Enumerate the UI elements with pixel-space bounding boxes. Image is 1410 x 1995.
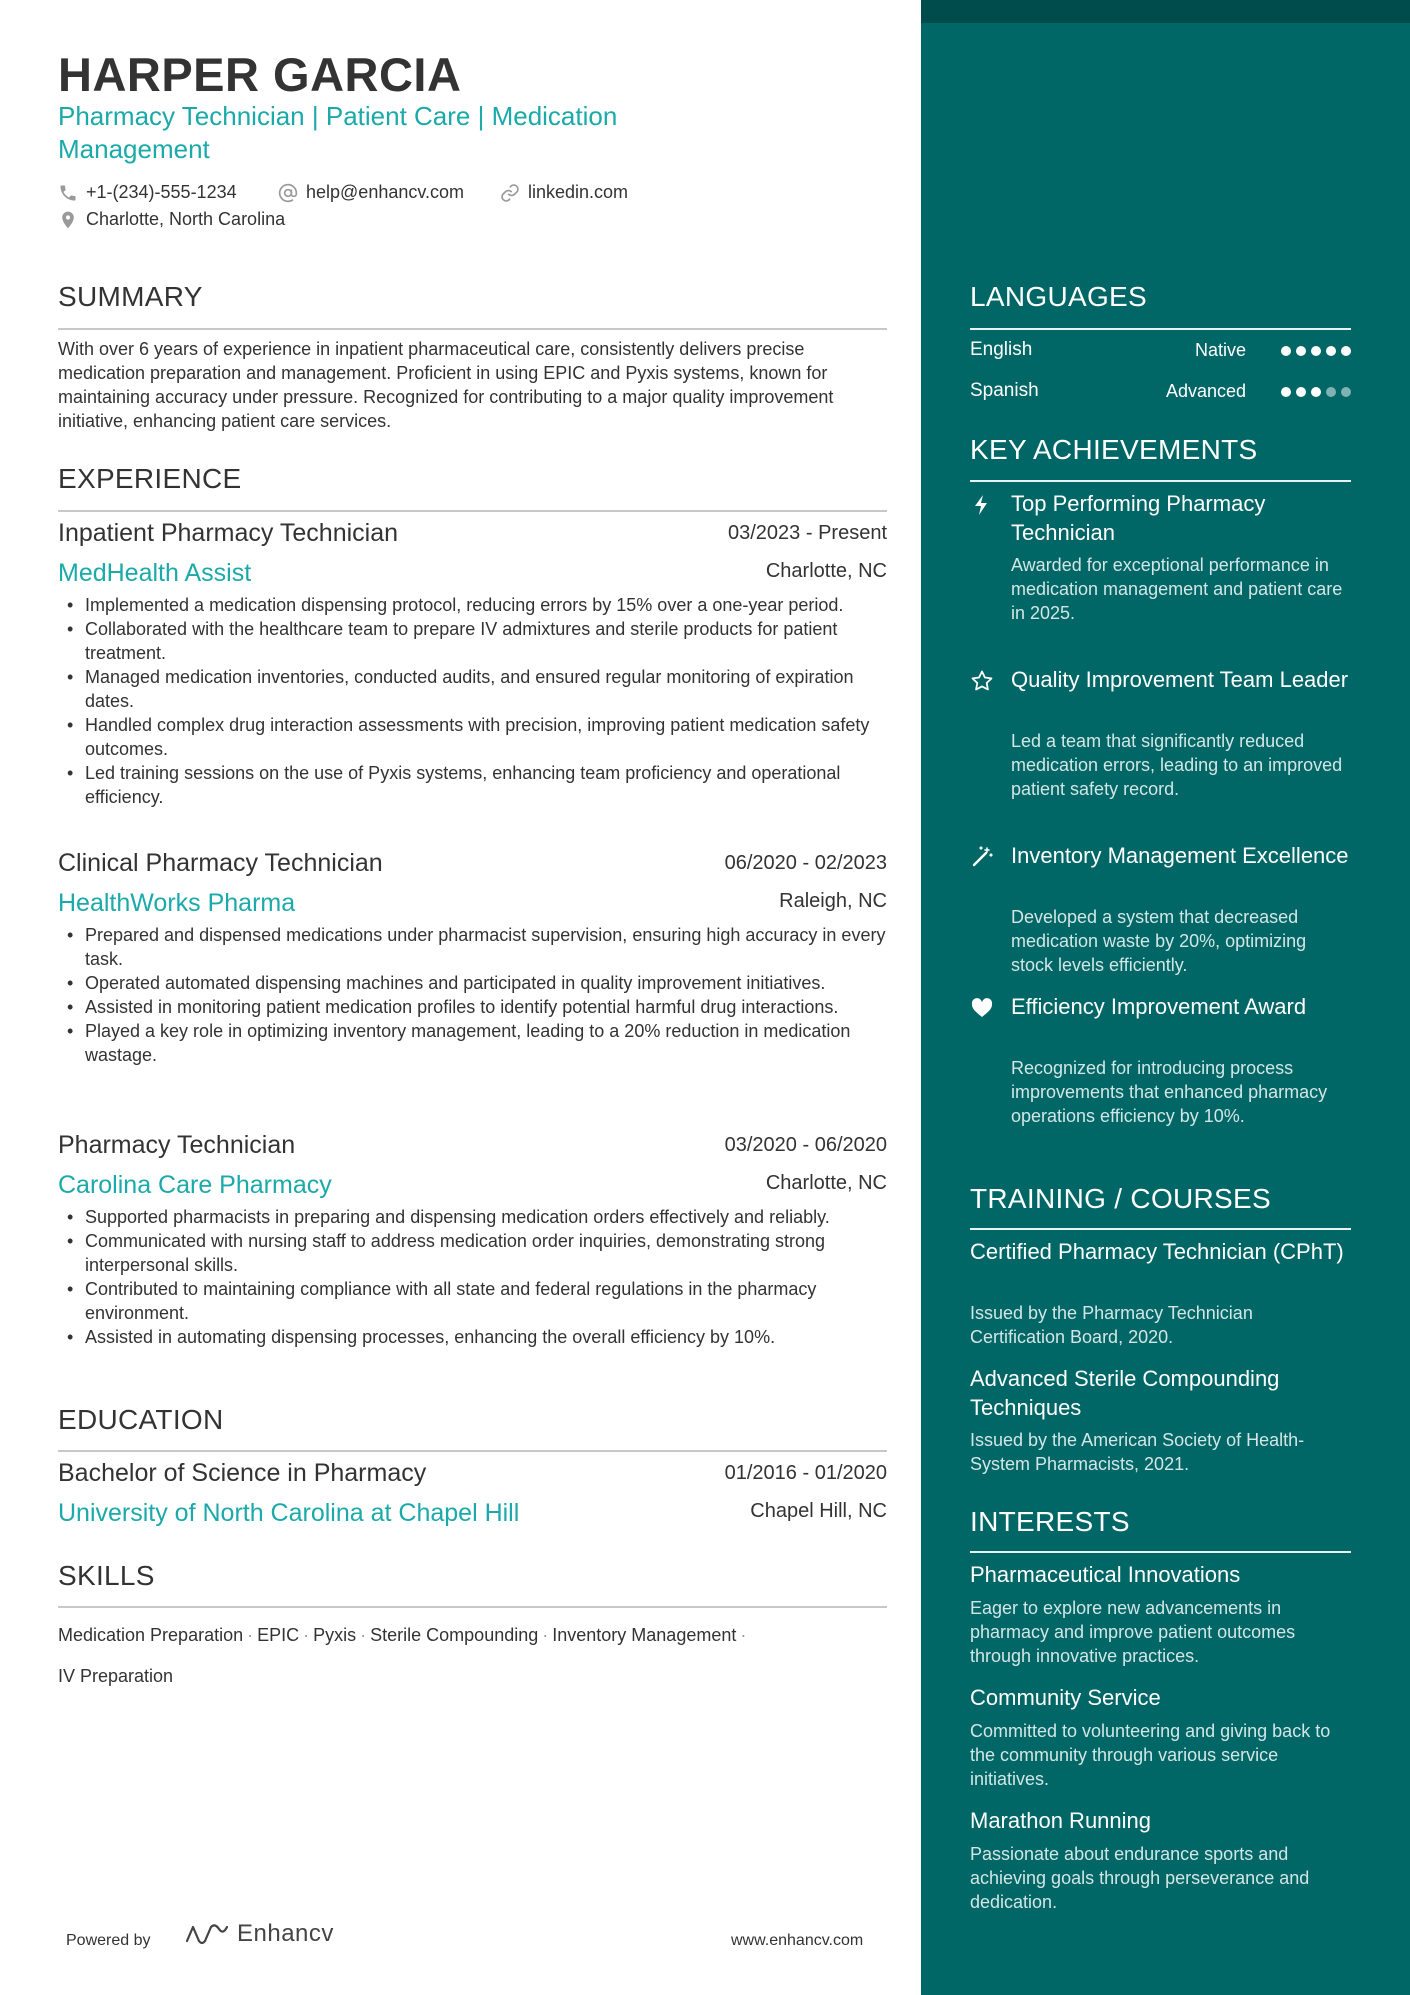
skill-item: Medication Preparation <box>58 1625 244 1645</box>
language-name: Spanish <box>970 380 1039 401</box>
rating-dot-filled <box>1311 346 1321 356</box>
interest-title: Pharmaceutical Innovations <box>970 1562 1241 1587</box>
job-location: Raleigh, NC <box>779 890 887 912</box>
languages-heading: LANGUAGES <box>970 281 1147 312</box>
contact-location-text: Charlotte, North Carolina <box>86 209 286 229</box>
rating-dot-filled <box>1326 346 1336 356</box>
education-school: University of North Carolina at Chapel Hill <box>58 1499 520 1527</box>
link-icon <box>500 183 520 203</box>
job-entry <box>58 519 887 834</box>
language-level: Advanced <box>1165 381 1246 401</box>
contact-email[interactable] <box>278 182 464 203</box>
heart-icon <box>970 996 994 1020</box>
contact-phone[interactable] <box>58 182 237 203</box>
footer-powered-by: Powered by <box>66 1932 151 1949</box>
skill-item: Inventory Management <box>552 1625 737 1645</box>
interest-title: Marathon Running <box>970 1808 1152 1833</box>
job-bullets <box>58 923 887 1067</box>
footer-url[interactable]: www.enhancv.com <box>731 1932 864 1949</box>
skill-item: EPIC <box>257 1625 300 1645</box>
skills-divider <box>58 1606 887 1608</box>
experience-divider <box>58 510 887 512</box>
achievements-divider <box>970 480 1351 482</box>
language-name: English <box>970 339 1033 360</box>
skill-item: IV Preparation <box>58 1666 174 1686</box>
job-title: Inpatient Pharmacy Technician <box>58 519 399 547</box>
achievement-title: Top Performing Pharmacy Technician <box>1011 491 1266 545</box>
lightning-bolt-icon <box>970 493 994 517</box>
job-dates: 06/2020 - 02/2023 <box>724 852 887 874</box>
at-sign-icon <box>278 183 298 203</box>
job-bullet: • Played a key role in optimizing inventory management, leading to a 20% reduction in medication wastage. <box>85 1019 887 1067</box>
training-heading: TRAINING / COURSES <box>970 1183 1271 1214</box>
job-bullet: • Implemented a medication dispensing protocol, reducing errors by 15% over a one-year period. <box>85 593 887 617</box>
job-bullet: • Handled complex drug interaction assessments with precision, improving patient medication safety outcomes. <box>85 713 887 761</box>
rating-dot-empty <box>1341 387 1351 397</box>
interest-title: Community Service <box>970 1685 1161 1710</box>
candidate-name: HARPER GARCIA <box>58 48 462 101</box>
training-divider <box>970 1228 1351 1230</box>
education-divider <box>58 1450 887 1452</box>
achievement-item <box>970 992 1351 1157</box>
job-bullet: • Assisted in monitoring patient medication profiles to identify potential harmful drug interactions. <box>85 995 887 1019</box>
rating-dot-filled <box>1341 346 1351 356</box>
skills-heading: SKILLS <box>58 1560 155 1591</box>
contact-linkedin-text: linkedin.com <box>528 182 629 202</box>
language-level: Native <box>1194 340 1246 360</box>
achievement-item <box>970 665 1351 830</box>
experience-heading: EXPERIENCE <box>58 463 242 494</box>
magic-wand-icon <box>970 845 994 869</box>
skill-item: Pyxis <box>313 1625 357 1645</box>
language-rating <box>1281 346 1351 356</box>
rating-dot-filled <box>1281 346 1291 356</box>
rating-dot-empty <box>1326 387 1336 397</box>
enhancv-logo-icon <box>183 1921 229 1947</box>
achievement-title: Quality Improvement Team Leader <box>1011 667 1349 692</box>
summary-text: With over 6 years of experience in inpatient pharmaceutical care, consistently delivers precise medication preparation and management. Proficient in using EPIC and Pyxis systems, known for maintaining accuracy under pressure. Recognized for contributing to a major quality improvement initiative, enhancing patient care services. <box>58 339 834 431</box>
rating-dot-filled <box>1296 346 1306 356</box>
job-bullet: • Supported pharmacists in preparing and dispensing medication orders effectively and reliably. <box>85 1205 887 1229</box>
education-entry <box>58 1459 887 1539</box>
education-heading: EDUCATION <box>58 1404 224 1435</box>
footer-brand-name: Enhancv <box>237 1920 334 1947</box>
language-rating <box>1281 387 1351 397</box>
interests-divider <box>970 1551 1351 1553</box>
rating-dot-filled <box>1296 387 1306 397</box>
job-bullet: • Managed medication inventories, conducted audits, and ensured regular monitoring of expiration dates. <box>85 665 887 713</box>
achievement-item <box>970 489 1351 654</box>
job-dates: 03/2020 - 06/2020 <box>724 1134 887 1156</box>
headline: Pharmacy Technician | Patient Care | Medication Management <box>58 101 618 164</box>
language-row <box>970 380 1351 408</box>
rating-dot-filled <box>1311 387 1321 397</box>
star-icon <box>970 669 994 693</box>
language-row <box>970 339 1351 367</box>
skills-list: Medication Preparation · EPIC · Pyxis · Sterile Compounding · Inventory Management · IV Preparation <box>58 1625 747 1686</box>
education-dates: 01/2016 - 01/2020 <box>724 1462 887 1484</box>
job-location: Charlotte, NC <box>765 1172 887 1194</box>
phone-icon <box>58 183 78 203</box>
interest-desc: Passionate about endurance sports and achieving goals through perseverance and dedication. <box>970 1844 1310 1912</box>
interest-desc: Committed to volunteering and giving back to the community through various service initiatives. <box>970 1721 1331 1789</box>
job-bullet: • Prepared and dispensed medications under pharmacist supervision, ensuring high accuracy in every task. <box>85 923 887 971</box>
job-bullets <box>58 1205 887 1349</box>
job-bullet: • Operated automated dispensing machines and participated in quality improvement initiatives. <box>85 971 887 995</box>
education-location: Chapel Hill, NC <box>750 1500 887 1522</box>
job-title: Clinical Pharmacy Technician <box>58 849 383 877</box>
contact-email-text: help@enhancv.com <box>306 182 465 202</box>
summary-divider <box>58 328 887 330</box>
achievement-title: Inventory Management Excellence <box>1011 843 1349 868</box>
course-desc: Issued by the Pharmacy Technician Certification Board, 2020. <box>970 1303 1253 1347</box>
job-bullet: • Communicated with nursing staff to address medication order inquiries, demonstrating strong interpersonal skills. <box>85 1229 887 1277</box>
achievement-title: Efficiency Improvement Award <box>1011 994 1307 1019</box>
job-bullet: • Led training sessions on the use of Pyxis systems, enhancing team proficiency and operational efficiency. <box>85 761 887 809</box>
contact-phone-text: +1-(234)-555-1234 <box>86 182 237 202</box>
achievements-heading: KEY ACHIEVEMENTS <box>970 434 1258 465</box>
job-location: Charlotte, NC <box>765 560 887 582</box>
interests-heading: INTERESTS <box>970 1506 1130 1537</box>
interest-desc: Eager to explore new advancements in pharmacy and improve patient outcomes through innovative practices. <box>970 1598 1296 1666</box>
education-degree: Bachelor of Science in Pharmacy <box>58 1459 427 1487</box>
job-entry <box>58 1131 887 1381</box>
job-bullet: • Contributed to maintaining compliance with all state and federal regulations in the pharmacy environment. <box>85 1277 887 1325</box>
job-company: MedHealth Assist <box>58 559 252 587</box>
sidebar-top-bar <box>921 0 1410 23</box>
job-company: Carolina Care Pharmacy <box>58 1171 332 1199</box>
job-bullet: • Assisted in automating dispensing processes, enhancing the overall efficiency by 10%. <box>85 1325 887 1349</box>
contact-linkedin[interactable] <box>500 182 628 203</box>
job-bullets <box>58 593 887 809</box>
footer-brand-logo[interactable] <box>183 1920 334 1948</box>
job-bullet: • Collaborated with the healthcare team to prepare IV admixtures and sterile products for patient treatment. <box>85 617 887 665</box>
achievement-item <box>970 841 1351 981</box>
job-entry <box>58 849 887 1119</box>
achievement-desc: Led a team that significantly reduced medication errors, leading to an improved patient safety record. <box>1011 731 1343 799</box>
location-pin-icon <box>58 210 78 230</box>
achievement-desc: Developed a system that decreased medication waste by 20%, optimizing stock levels efficiently. <box>1011 907 1307 975</box>
job-title: Pharmacy Technician <box>58 1131 296 1159</box>
contact-location <box>58 209 285 230</box>
achievement-desc: Recognized for introducing process improvements that enhanced pharmacy operations efficiency by 10%. <box>1011 1058 1328 1126</box>
skill-item: Sterile Compounding <box>370 1625 539 1645</box>
job-dates: 03/2023 - Present <box>728 522 887 544</box>
achievement-desc: Awarded for exceptional performance in medication management and patient care in 2025. <box>1011 555 1343 623</box>
languages-divider <box>970 328 1351 330</box>
course-desc: Issued by the American Society of Health-System Pharmacists, 2021. <box>970 1430 1305 1474</box>
course-title: Certified Pharmacy Technician (CPhT) <box>970 1239 1344 1264</box>
summary-heading: SUMMARY <box>58 281 203 312</box>
rating-dot-filled <box>1281 387 1291 397</box>
course-title: Advanced Sterile Compounding Techniques <box>970 1366 1280 1420</box>
job-company: HealthWorks Pharma <box>58 889 296 917</box>
